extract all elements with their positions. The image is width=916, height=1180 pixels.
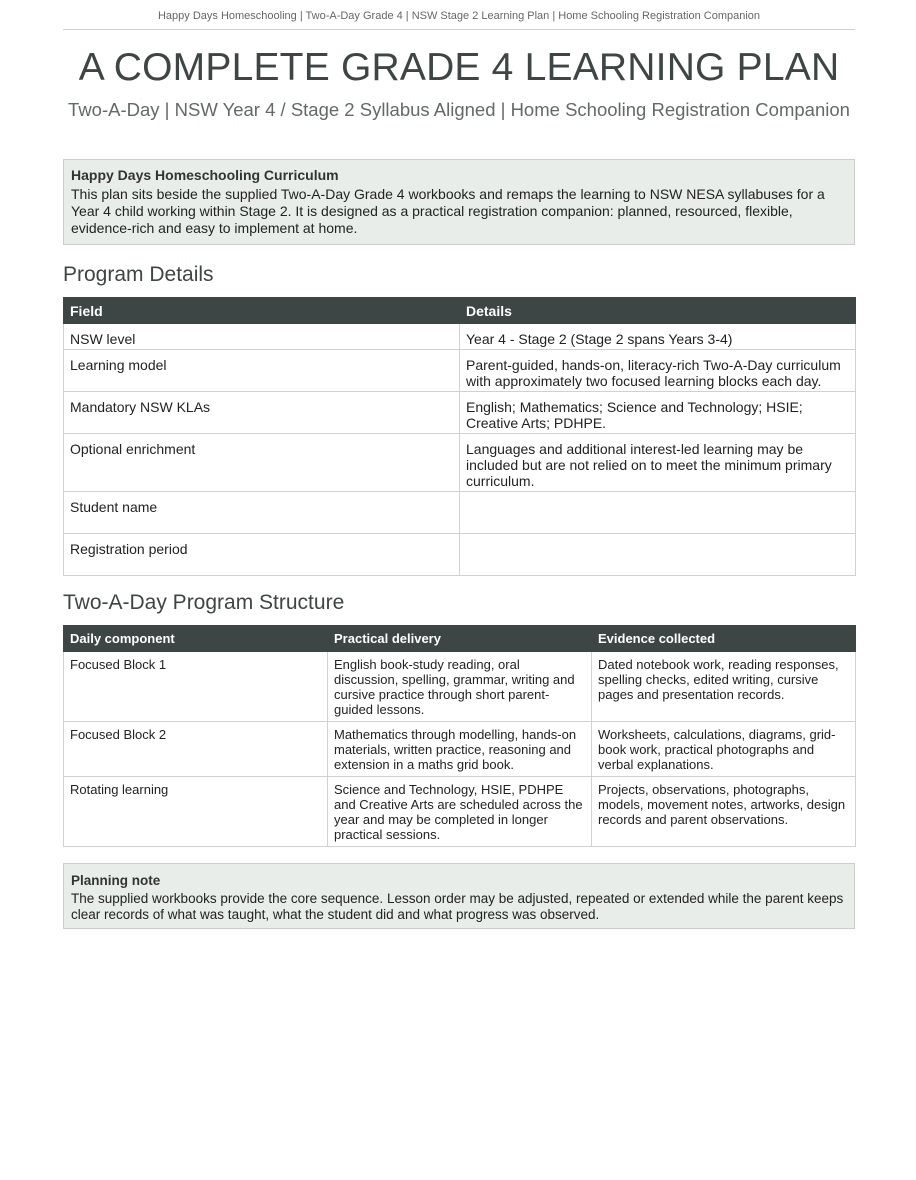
evidence-cell: Worksheets, calculations, diagrams, grid-book work, practical photographs and verbal explanations.: [592, 722, 856, 777]
planning-note-title: Planning note: [71, 873, 161, 888]
table-row: [64, 392, 856, 434]
table-header-row: [64, 626, 856, 652]
planning-note-callout: [63, 863, 855, 929]
field-cell: Mandatory NSW KLAs: [64, 392, 460, 434]
component-cell: Rotating learning: [64, 777, 328, 847]
evidence-cell: Dated notebook work, reading responses, spelling checks, edited writing, cursive pages and presentation records.: [592, 652, 856, 722]
field-cell: Optional enrichment: [64, 434, 460, 492]
page-title: A COMPLETE GRADE 4 LEARNING PLAN: [78, 46, 840, 89]
delivery-cell: Mathematics through modelling, hands-on materials, written practice, reasoning and extension in a maths grid book.: [328, 722, 592, 777]
table-row: [64, 652, 856, 722]
table-header-row: [64, 298, 856, 324]
column-header-details: Details: [460, 298, 856, 324]
table-row: [64, 777, 856, 847]
column-header-evidence-collected: Evidence collected: [592, 626, 856, 652]
column-header-daily-component: Daily component: [64, 626, 328, 652]
student-name-value-cell: [460, 492, 856, 534]
field-cell: Learning model: [64, 350, 460, 392]
intro-callout-title: Happy Days Homeschooling Curriculum: [71, 167, 339, 183]
table-row: [64, 324, 856, 350]
page-subtitle: Two-A-Day | NSW Year 4 / Stage 2 Syllabus Aligned | Home Schooling Registration Companion: [68, 99, 850, 120]
delivery-cell: English book-study reading, oral discussion, spelling, grammar, writing and cursive practice through short parent-guided lessons.: [328, 652, 592, 722]
registration-period-value-cell: [460, 534, 856, 576]
details-cell: Parent-guided, hands-on, literacy-rich Two-A-Day curriculum with approximately two focused learning blocks each day.: [460, 350, 856, 392]
table-row: [64, 350, 856, 392]
field-cell: Registration period: [64, 534, 460, 576]
intro-callout: [63, 159, 855, 245]
table-row: [64, 534, 856, 576]
program-structure-heading: Two-A-Day Program Structure: [63, 591, 345, 614]
header-divider: [63, 29, 855, 30]
details-cell: Year 4 - Stage 2 (Stage 2 spans Years 3-4): [460, 324, 856, 350]
program-details-table: [63, 297, 856, 576]
intro-callout-body: This plan sits beside the supplied Two-A-Day Grade 4 workbooks and remaps the learning to NSW NESA syllabuses for a Year 4 child working within Stage 2. It is designed as a practical registration companion: planned, resourced, flexible, evidence-rich and easy to implement at home.: [71, 186, 825, 236]
table-row: [64, 722, 856, 777]
column-header-practical-delivery: Practical delivery: [328, 626, 592, 652]
details-cell: English; Mathematics; Science and Technology; HSIE; Creative Arts; PDHPE.: [460, 392, 856, 434]
table-row: [64, 492, 856, 534]
field-cell: NSW level: [64, 324, 460, 350]
component-cell: Focused Block 1: [64, 652, 328, 722]
details-cell: Languages and additional interest-led learning may be included but are not relied on to meet the minimum primary curriculum.: [460, 434, 856, 492]
evidence-cell: Projects, observations, photographs, models, movement notes, artworks, design records and parent observations.: [592, 777, 856, 847]
delivery-cell: Science and Technology, HSIE, PDHPE and Creative Arts are scheduled across the year and may be completed in longer practical sessions.: [328, 777, 592, 847]
running-header: Happy Days Homeschooling | Two-A-Day Grade 4 | NSW Stage 2 Learning Plan | Home Schooling Registration Companion: [157, 10, 761, 22]
program-structure-table: [63, 625, 856, 847]
component-cell: Focused Block 2: [64, 722, 328, 777]
column-header-field: Field: [64, 298, 460, 324]
program-details-heading: Program Details: [63, 263, 214, 286]
table-row: [64, 434, 856, 492]
planning-note-body: The supplied workbooks provide the core sequence. Lesson order may be adjusted, repeated or extended while the parent keeps clear records of what was taught, what the student did and what progress was observed.: [71, 891, 844, 922]
field-cell: Student name: [64, 492, 460, 534]
